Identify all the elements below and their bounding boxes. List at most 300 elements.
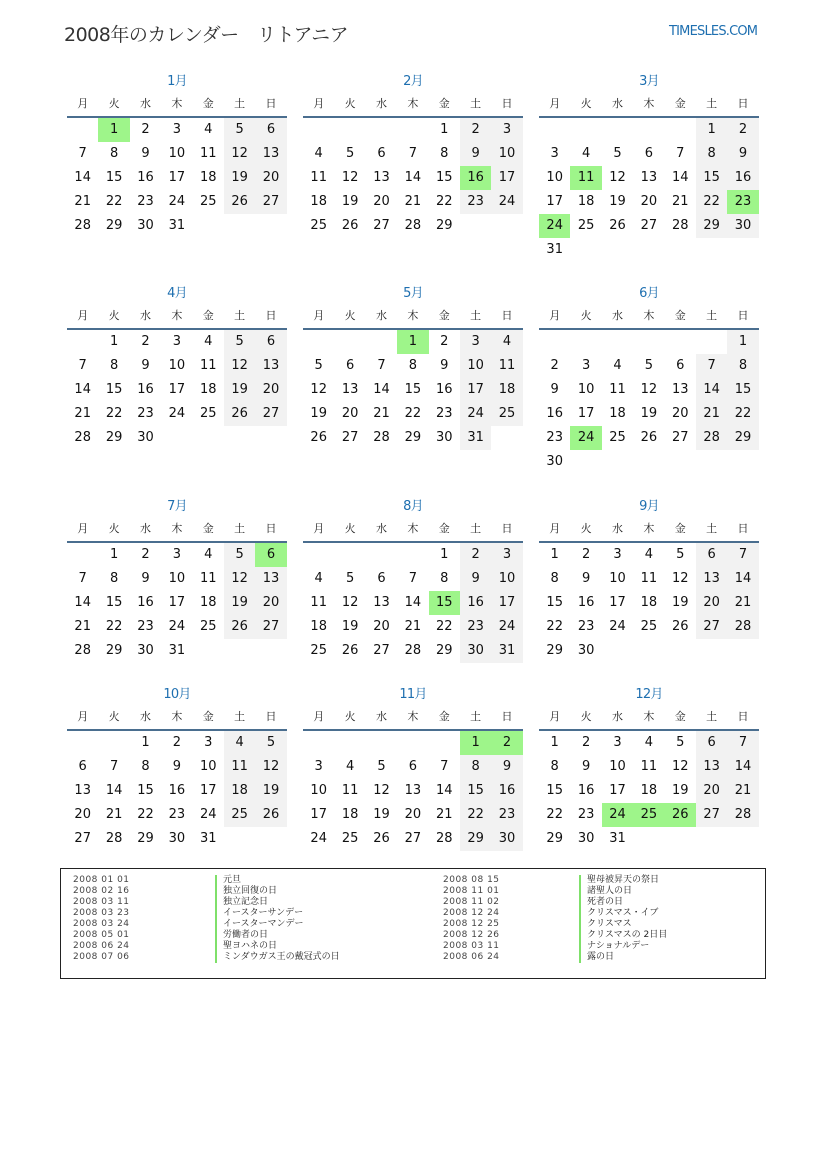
day-cell[interactable]: 4 — [224, 731, 255, 755]
day-cell[interactable]: 6 — [696, 543, 727, 567]
day-cell[interactable]: 21 — [727, 591, 758, 615]
day-cell[interactable]: 27 — [255, 402, 286, 426]
day-cell[interactable]: 30 — [491, 827, 522, 851]
day-cell[interactable]: 30 — [137, 643, 154, 658]
day-cell[interactable]: 5 — [345, 571, 355, 586]
day-cell[interactable]: 12 — [609, 170, 626, 185]
day-cell[interactable]: 25 — [310, 218, 327, 233]
day-cell[interactable]: 27 — [255, 615, 286, 639]
day-cell[interactable]: 14 — [373, 382, 390, 397]
day-cell[interactable]: 8 — [550, 759, 559, 774]
day-cell[interactable]: 29 — [137, 831, 154, 846]
day-cell[interactable]: 18 — [224, 779, 255, 803]
day-cell[interactable]: 26 — [341, 643, 359, 658]
day-cell[interactable]: 14 — [727, 755, 758, 779]
day-cell[interactable]: 22 — [546, 619, 563, 634]
day-cell[interactable]: 20 — [696, 779, 727, 803]
holiday-day-cell[interactable]: 15 — [429, 591, 460, 615]
day-cell[interactable]: 15 — [727, 378, 758, 402]
day-cell[interactable]: 14 — [671, 170, 689, 185]
day-cell[interactable]: 11 — [199, 571, 217, 586]
day-cell[interactable]: 27 — [696, 615, 727, 639]
day-cell[interactable]: 17 — [491, 166, 522, 190]
day-cell[interactable]: 16 — [577, 595, 595, 610]
day-cell[interactable]: 15 — [696, 166, 727, 190]
day-cell[interactable]: 16 — [460, 591, 491, 615]
day-cell[interactable]: 18 — [491, 378, 522, 402]
day-cell[interactable]: 14 — [74, 382, 91, 397]
day-cell[interactable]: 20 — [373, 194, 390, 209]
day-cell[interactable]: 25 — [199, 619, 217, 634]
day-cell[interactable]: 25 — [577, 218, 595, 233]
day-cell[interactable]: 29 — [727, 426, 758, 450]
day-cell[interactable]: 3 — [204, 735, 213, 750]
day-cell[interactable]: 27 — [341, 430, 359, 445]
day-cell[interactable]: 14 — [727, 567, 758, 591]
day-cell[interactable]: 20 — [341, 406, 359, 421]
day-cell[interactable]: 7 — [109, 759, 119, 774]
day-cell[interactable]: 2 — [460, 118, 491, 142]
day-cell[interactable]: 20 — [255, 166, 286, 190]
day-cell[interactable]: 13 — [373, 170, 390, 185]
day-cell[interactable]: 12 — [224, 142, 255, 166]
day-cell[interactable]: 30 — [727, 214, 758, 238]
day-cell[interactable]: 2 — [460, 543, 491, 567]
day-cell[interactable]: 23 — [435, 406, 453, 421]
day-cell[interactable]: 29 — [105, 218, 123, 233]
day-cell[interactable]: 4 — [204, 334, 213, 349]
day-cell[interactable]: 20 — [373, 619, 390, 634]
day-cell[interactable]: 5 — [377, 759, 386, 774]
holiday-day-cell[interactable]: 25 — [633, 803, 664, 827]
day-cell[interactable]: 23 — [137, 619, 154, 634]
day-cell[interactable]: 9 — [581, 759, 591, 774]
day-cell[interactable]: 19 — [224, 378, 255, 402]
day-cell[interactable]: 15 — [105, 382, 123, 397]
day-cell[interactable]: 11 — [640, 571, 658, 586]
day-cell[interactable]: 27 — [696, 803, 727, 827]
day-cell[interactable]: 1 — [141, 735, 150, 750]
day-cell[interactable]: 4 — [204, 547, 213, 562]
day-cell[interactable]: 28 — [373, 430, 390, 445]
day-cell[interactable]: 22 — [404, 406, 422, 421]
day-cell[interactable]: 9 — [581, 571, 591, 586]
day-cell[interactable]: 27 — [373, 643, 390, 658]
day-cell[interactable]: 8 — [141, 759, 150, 774]
day-cell[interactable]: 4 — [581, 146, 591, 161]
day-cell[interactable]: 21 — [435, 807, 453, 822]
day-cell[interactable]: 23 — [546, 430, 563, 445]
day-cell[interactable]: 23 — [491, 803, 522, 827]
day-cell[interactable]: 9 — [460, 142, 491, 166]
day-cell[interactable]: 8 — [109, 146, 119, 161]
day-cell[interactable]: 31 — [546, 242, 563, 257]
day-cell[interactable]: 24 — [460, 402, 491, 426]
day-cell[interactable]: 19 — [373, 807, 390, 822]
day-cell[interactable]: 9 — [550, 382, 559, 397]
day-cell[interactable]: 12 — [373, 783, 390, 798]
day-cell[interactable]: 11 — [640, 759, 658, 774]
day-cell[interactable]: 6 — [78, 759, 87, 774]
day-cell[interactable]: 26 — [224, 615, 255, 639]
day-cell[interactable]: 10 — [491, 567, 522, 591]
day-cell[interactable]: 6 — [255, 118, 286, 142]
day-cell[interactable]: 18 — [199, 170, 217, 185]
day-cell[interactable]: 19 — [609, 194, 626, 209]
day-cell[interactable]: 21 — [404, 619, 422, 634]
day-cell[interactable]: 22 — [435, 194, 453, 209]
day-cell[interactable]: 12 — [671, 759, 689, 774]
day-cell[interactable]: 10 — [546, 170, 563, 185]
holiday-day-cell[interactable]: 2 — [491, 731, 522, 755]
day-cell[interactable]: 2 — [172, 735, 181, 750]
day-cell[interactable]: 4 — [613, 358, 622, 373]
day-cell[interactable]: 10 — [577, 382, 595, 397]
holiday-day-cell[interactable]: 11 — [570, 166, 601, 190]
day-cell[interactable]: 29 — [696, 214, 727, 238]
day-cell[interactable]: 25 — [640, 619, 658, 634]
day-cell[interactable]: 7 — [696, 354, 727, 378]
day-cell[interactable]: 30 — [435, 430, 453, 445]
day-cell[interactable]: 18 — [199, 382, 217, 397]
day-cell[interactable]: 7 — [676, 146, 685, 161]
day-cell[interactable]: 28 — [435, 831, 453, 846]
day-cell[interactable]: 30 — [137, 430, 154, 445]
day-cell[interactable]: 28 — [727, 803, 758, 827]
day-cell[interactable]: 3 — [314, 759, 323, 774]
day-cell[interactable]: 1 — [550, 547, 559, 562]
day-cell[interactable]: 25 — [199, 194, 217, 209]
day-cell[interactable]: 13 — [255, 142, 286, 166]
day-cell[interactable]: 12 — [341, 595, 359, 610]
day-cell[interactable]: 1 — [440, 547, 449, 562]
day-cell[interactable]: 2 — [550, 358, 559, 373]
day-cell[interactable]: 17 — [168, 170, 186, 185]
day-cell[interactable]: 30 — [577, 831, 595, 846]
day-cell[interactable]: 11 — [341, 783, 359, 798]
day-cell[interactable]: 3 — [491, 118, 522, 142]
day-cell[interactable]: 4 — [314, 571, 323, 586]
day-cell[interactable]: 1 — [109, 547, 119, 562]
day-cell[interactable]: 25 — [341, 831, 359, 846]
day-cell[interactable]: 3 — [613, 547, 622, 562]
day-cell[interactable]: 13 — [696, 755, 727, 779]
day-cell[interactable]: 7 — [408, 146, 417, 161]
day-cell[interactable]: 27 — [404, 831, 422, 846]
day-cell[interactable]: 24 — [168, 194, 186, 209]
day-cell[interactable]: 5 — [676, 547, 685, 562]
day-cell[interactable]: 13 — [696, 567, 727, 591]
day-cell[interactable]: 21 — [105, 807, 123, 822]
day-cell[interactable]: 31 — [609, 831, 626, 846]
day-cell[interactable]: 14 — [435, 783, 453, 798]
day-cell[interactable]: 7 — [78, 571, 87, 586]
day-cell[interactable]: 29 — [546, 831, 563, 846]
day-cell[interactable]: 18 — [199, 595, 217, 610]
day-cell[interactable]: 18 — [341, 807, 359, 822]
day-cell[interactable]: 17 — [460, 378, 491, 402]
day-cell[interactable]: 28 — [696, 426, 727, 450]
day-cell[interactable]: 13 — [671, 382, 689, 397]
day-cell[interactable]: 5 — [224, 118, 255, 142]
day-cell[interactable]: 21 — [74, 406, 91, 421]
day-cell[interactable]: 27 — [671, 430, 689, 445]
day-cell[interactable]: 10 — [491, 142, 522, 166]
day-cell[interactable]: 2 — [581, 547, 591, 562]
day-cell[interactable]: 17 — [609, 783, 626, 798]
day-cell[interactable]: 15 — [137, 783, 154, 798]
day-cell[interactable]: 18 — [640, 783, 658, 798]
day-cell[interactable]: 24 — [491, 190, 522, 214]
day-cell[interactable]: 28 — [74, 430, 91, 445]
holiday-day-cell[interactable]: 6 — [255, 543, 286, 567]
day-cell[interactable]: 19 — [224, 166, 255, 190]
day-cell[interactable]: 14 — [105, 783, 123, 798]
day-cell[interactable]: 21 — [727, 779, 758, 803]
holiday-day-cell[interactable]: 24 — [539, 214, 570, 238]
day-cell[interactable]: 20 — [255, 378, 286, 402]
day-cell[interactable]: 16 — [168, 783, 186, 798]
day-cell[interactable]: 27 — [640, 218, 658, 233]
day-cell[interactable]: 6 — [255, 330, 286, 354]
day-cell[interactable]: 17 — [168, 595, 186, 610]
day-cell[interactable]: 24 — [310, 831, 327, 846]
day-cell[interactable]: 29 — [460, 827, 491, 851]
holiday-day-cell[interactable]: 1 — [397, 330, 428, 354]
day-cell[interactable]: 30 — [460, 639, 491, 663]
holiday-day-cell[interactable]: 24 — [570, 426, 601, 450]
day-cell[interactable]: 23 — [577, 807, 595, 822]
day-cell[interactable]: 21 — [696, 402, 727, 426]
day-cell[interactable]: 2 — [141, 334, 150, 349]
day-cell[interactable]: 18 — [577, 194, 595, 209]
day-cell[interactable]: 17 — [609, 595, 626, 610]
day-cell[interactable]: 12 — [640, 382, 658, 397]
day-cell[interactable]: 4 — [644, 547, 653, 562]
day-cell[interactable]: 20 — [404, 807, 422, 822]
day-cell[interactable]: 13 — [640, 170, 658, 185]
day-cell[interactable]: 28 — [74, 218, 91, 233]
day-cell[interactable]: 26 — [224, 190, 255, 214]
day-cell[interactable]: 26 — [671, 619, 689, 634]
day-cell[interactable]: 10 — [609, 571, 626, 586]
day-cell[interactable]: 22 — [727, 402, 758, 426]
day-cell[interactable]: 31 — [491, 639, 522, 663]
day-cell[interactable]: 31 — [168, 643, 186, 658]
day-cell[interactable]: 16 — [577, 783, 595, 798]
day-cell[interactable]: 3 — [172, 122, 181, 137]
day-cell[interactable]: 5 — [224, 330, 255, 354]
day-cell[interactable]: 22 — [696, 190, 727, 214]
day-cell[interactable]: 9 — [141, 146, 150, 161]
day-cell[interactable]: 11 — [491, 354, 522, 378]
day-cell[interactable]: 22 — [105, 194, 123, 209]
day-cell[interactable]: 3 — [172, 547, 181, 562]
day-cell[interactable]: 28 — [74, 643, 91, 658]
day-cell[interactable]: 10 — [168, 358, 186, 373]
day-cell[interactable]: 24 — [491, 615, 522, 639]
day-cell[interactable]: 3 — [172, 334, 181, 349]
day-cell[interactable]: 15 — [105, 595, 123, 610]
day-cell[interactable]: 4 — [314, 146, 323, 161]
day-cell[interactable]: 5 — [255, 731, 286, 755]
day-cell[interactable]: 29 — [105, 643, 123, 658]
day-cell[interactable]: 15 — [404, 382, 422, 397]
day-cell[interactable]: 31 — [199, 831, 217, 846]
day-cell[interactable]: 27 — [74, 831, 91, 846]
day-cell[interactable]: 25 — [609, 430, 626, 445]
day-cell[interactable]: 21 — [74, 194, 91, 209]
day-cell[interactable]: 27 — [255, 190, 286, 214]
day-cell[interactable]: 21 — [671, 194, 689, 209]
day-cell[interactable]: 10 — [460, 354, 491, 378]
day-cell[interactable]: 6 — [377, 146, 386, 161]
day-cell[interactable]: 16 — [137, 382, 154, 397]
day-cell[interactable]: 11 — [199, 358, 217, 373]
day-cell[interactable]: 19 — [341, 194, 359, 209]
day-cell[interactable]: 4 — [491, 330, 522, 354]
day-cell[interactable]: 28 — [404, 643, 422, 658]
day-cell[interactable]: 4 — [644, 735, 653, 750]
day-cell[interactable]: 30 — [577, 643, 595, 658]
day-cell[interactable]: 15 — [546, 595, 563, 610]
day-cell[interactable]: 28 — [671, 218, 689, 233]
day-cell[interactable]: 2 — [727, 118, 758, 142]
day-cell[interactable]: 7 — [78, 146, 87, 161]
day-cell[interactable]: 17 — [546, 194, 563, 209]
day-cell[interactable]: 14 — [74, 170, 91, 185]
day-cell[interactable]: 10 — [310, 783, 327, 798]
day-cell[interactable]: 22 — [105, 619, 123, 634]
day-cell[interactable]: 18 — [609, 406, 626, 421]
day-cell[interactable]: 28 — [727, 615, 758, 639]
day-cell[interactable]: 22 — [105, 406, 123, 421]
day-cell[interactable]: 22 — [435, 619, 453, 634]
day-cell[interactable]: 28 — [105, 831, 123, 846]
day-cell[interactable]: 10 — [199, 759, 217, 774]
day-cell[interactable]: 3 — [613, 735, 622, 750]
day-cell[interactable]: 7 — [78, 358, 87, 373]
day-cell[interactable]: 4 — [345, 759, 355, 774]
day-cell[interactable]: 13 — [404, 783, 422, 798]
day-cell[interactable]: 5 — [676, 735, 685, 750]
day-cell[interactable]: 12 — [255, 755, 286, 779]
day-cell[interactable]: 21 — [373, 406, 390, 421]
day-cell[interactable]: 16 — [491, 779, 522, 803]
day-cell[interactable]: 15 — [460, 779, 491, 803]
day-cell[interactable]: 23 — [137, 194, 154, 209]
day-cell[interactable]: 14 — [404, 595, 422, 610]
day-cell[interactable]: 15 — [105, 170, 123, 185]
day-cell[interactable]: 8 — [696, 142, 727, 166]
day-cell[interactable]: 10 — [168, 146, 186, 161]
day-cell[interactable]: 6 — [345, 358, 355, 373]
holiday-day-cell[interactable]: 24 — [602, 803, 633, 827]
day-cell[interactable]: 17 — [491, 591, 522, 615]
day-cell[interactable]: 18 — [640, 595, 658, 610]
day-cell[interactable]: 11 — [224, 755, 255, 779]
day-cell[interactable]: 6 — [676, 358, 685, 373]
day-cell[interactable]: 16 — [137, 170, 154, 185]
day-cell[interactable]: 26 — [373, 831, 390, 846]
day-cell[interactable]: 22 — [546, 807, 563, 822]
day-cell[interactable]: 29 — [435, 643, 453, 658]
day-cell[interactable]: 26 — [341, 218, 359, 233]
day-cell[interactable]: 13 — [74, 783, 91, 798]
day-cell[interactable]: 25 — [491, 402, 522, 426]
day-cell[interactable]: 11 — [609, 382, 626, 397]
day-cell[interactable]: 16 — [435, 382, 453, 397]
day-cell[interactable]: 21 — [404, 194, 422, 209]
day-cell[interactable]: 20 — [671, 406, 689, 421]
day-cell[interactable]: 23 — [137, 406, 154, 421]
day-cell[interactable]: 2 — [141, 122, 150, 137]
day-cell[interactable]: 29 — [404, 430, 422, 445]
day-cell[interactable]: 3 — [491, 543, 522, 567]
holiday-day-cell[interactable]: 23 — [727, 190, 758, 214]
day-cell[interactable]: 20 — [255, 591, 286, 615]
day-cell[interactable]: 2 — [440, 334, 449, 349]
day-cell[interactable]: 13 — [255, 354, 286, 378]
day-cell[interactable]: 20 — [74, 807, 91, 822]
day-cell[interactable]: 19 — [224, 591, 255, 615]
day-cell[interactable]: 26 — [640, 430, 658, 445]
day-cell[interactable]: 13 — [255, 567, 286, 591]
day-cell[interactable]: 24 — [609, 619, 626, 634]
day-cell[interactable]: 9 — [141, 358, 150, 373]
day-cell[interactable]: 26 — [609, 218, 626, 233]
day-cell[interactable]: 28 — [404, 218, 422, 233]
day-cell[interactable]: 22 — [137, 807, 154, 822]
day-cell[interactable]: 18 — [310, 619, 327, 634]
holiday-day-cell[interactable]: 1 — [460, 731, 491, 755]
day-cell[interactable]: 6 — [644, 146, 653, 161]
day-cell[interactable]: 14 — [696, 378, 727, 402]
day-cell[interactable]: 19 — [255, 779, 286, 803]
day-cell[interactable]: 9 — [727, 142, 758, 166]
day-cell[interactable]: 29 — [435, 218, 453, 233]
day-cell[interactable]: 18 — [310, 194, 327, 209]
day-cell[interactable]: 1 — [727, 330, 758, 354]
holiday-day-cell[interactable]: 26 — [665, 803, 696, 827]
day-cell[interactable]: 7 — [727, 543, 758, 567]
day-cell[interactable]: 19 — [640, 406, 658, 421]
day-cell[interactable]: 8 — [408, 358, 417, 373]
day-cell[interactable]: 26 — [310, 430, 327, 445]
day-cell[interactable]: 10 — [168, 571, 186, 586]
day-cell[interactable]: 12 — [224, 567, 255, 591]
day-cell[interactable]: 9 — [172, 759, 181, 774]
day-cell[interactable]: 7 — [408, 571, 417, 586]
day-cell[interactable]: 20 — [696, 591, 727, 615]
day-cell[interactable]: 23 — [168, 807, 186, 822]
day-cell[interactable]: 21 — [74, 619, 91, 634]
day-cell[interactable]: 9 — [440, 358, 449, 373]
day-cell[interactable]: 29 — [105, 430, 123, 445]
day-cell[interactable]: 2 — [141, 547, 150, 562]
holiday-day-cell[interactable]: 1 — [98, 118, 129, 142]
day-cell[interactable]: 8 — [440, 571, 449, 586]
day-cell[interactable]: 5 — [345, 146, 355, 161]
day-cell[interactable]: 26 — [224, 402, 255, 426]
day-cell[interactable]: 12 — [341, 170, 359, 185]
day-cell[interactable]: 23 — [460, 615, 491, 639]
day-cell[interactable]: 8 — [460, 755, 491, 779]
day-cell[interactable]: 13 — [341, 382, 359, 397]
day-cell[interactable]: 23 — [577, 619, 595, 634]
day-cell[interactable]: 20 — [640, 194, 658, 209]
day-cell[interactable]: 11 — [310, 595, 327, 610]
